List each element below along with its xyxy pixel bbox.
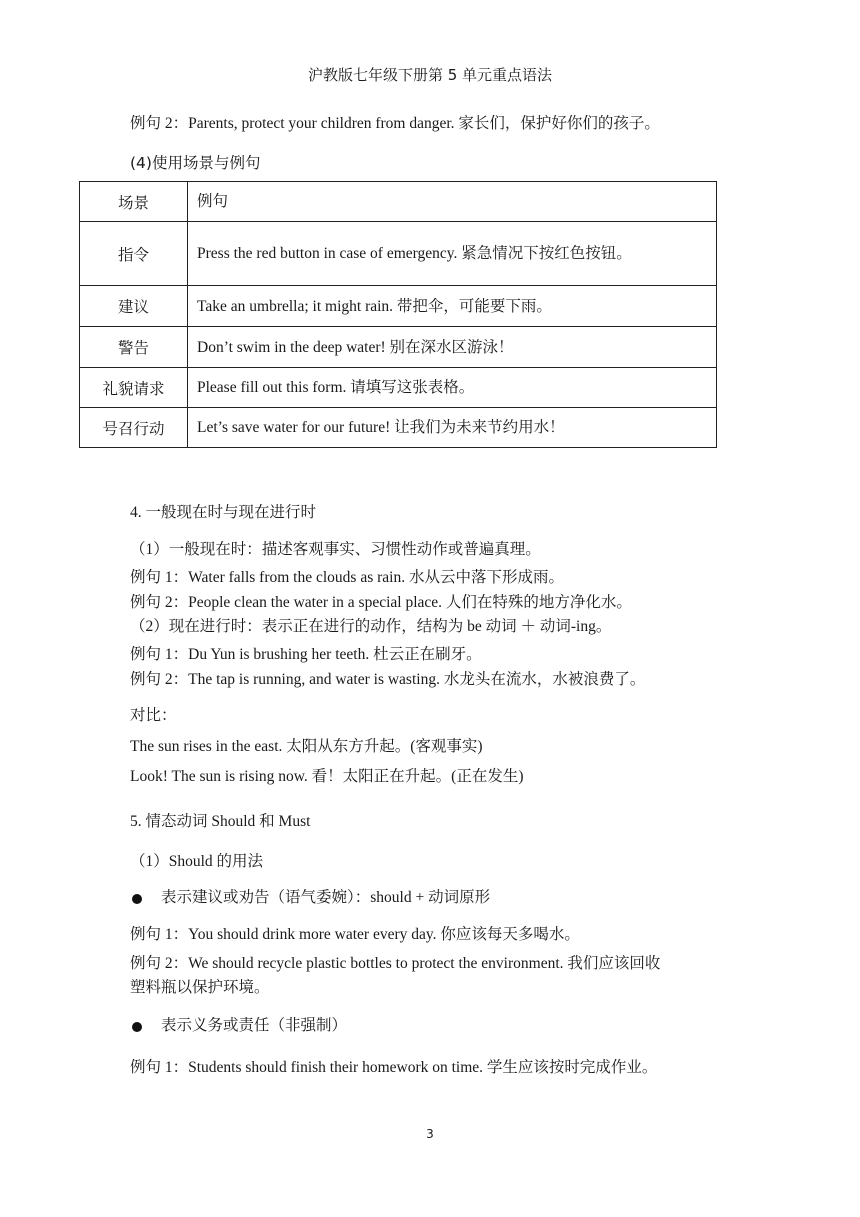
- scene-cell: 礼貌请求: [80, 368, 188, 408]
- table-row: [80, 368, 717, 408]
- advice-example-1: 例句 1：You should drink more water every day. 你应该每天多喝水。: [130, 926, 580, 943]
- bullet-obligation: 表示义务或责任（非强制）: [161, 1017, 348, 1034]
- compare-line-1: The sun rises in the east. 太阳从东方升起。(客观事实): [130, 738, 483, 755]
- bullet-advice: 表示建议或劝告（语气委婉）：should + 动词原形: [161, 889, 491, 906]
- header-example: 例句: [188, 182, 717, 222]
- compare-label: 对比：: [130, 707, 177, 724]
- table-row: [80, 286, 717, 327]
- scene-cell: 号召行动: [80, 408, 188, 448]
- bullet-icon: [132, 1019, 142, 1037]
- usage-scenarios-table: [79, 181, 717, 448]
- table-row: [80, 408, 717, 448]
- present-continuous-definition: （2）现在进行时：表示正在进行的动作，结构为 be 动词 ＋ 动词-ing。: [130, 618, 612, 635]
- example-cell: Don’t swim in the deep water! 别在深水区游泳！: [188, 327, 717, 368]
- example-cell: Let’s save water for our future! 让我们为未来节约用水！: [188, 408, 717, 448]
- compare-line-2: Look! The sun is rising now. 看！太阳正在升起。(正在发生): [130, 768, 524, 785]
- usage-scenarios-heading: (4)使用场景与例句: [130, 154, 261, 172]
- section-5-title: 5. 情态动词 Should 和 Must: [130, 813, 311, 830]
- scene-cell: 指令: [80, 222, 188, 286]
- page-number: 3: [426, 1127, 434, 1141]
- present-continuous-example-2: 例句 2：The tap is running, and water is wasting. 水龙头在流水，水被浪费了。: [130, 671, 646, 688]
- scene-cell: 警告: [80, 327, 188, 368]
- example-cell: Please fill out this form. 请填写这张表格。: [188, 368, 717, 408]
- section-4-title: 4. 一般现在时与现在进行时: [130, 504, 317, 521]
- imperative-example-2: 例句 2：Parents, protect your children from danger. 家长们，保护好你们的孩子。: [130, 115, 660, 132]
- present-continuous-example-1: 例句 1：Du Yun is brushing her teeth. 杜云正在刷牙。: [130, 646, 482, 663]
- table-row: [80, 327, 717, 368]
- obligation-example-1: 例句 1：Students should finish their homework on time. 学生应该按时完成作业。: [130, 1059, 658, 1076]
- table-header-row: [80, 182, 717, 222]
- advice-example-2-cont: 塑料瓶以保护环境。: [130, 979, 270, 996]
- page-header: 沪教版七年级下册第 5 单元重点语法: [307, 66, 553, 84]
- header-scene: 场景: [80, 182, 188, 222]
- simple-present-example-1: 例句 1：Water falls from the clouds as rain. 水从云中落下形成雨。: [130, 569, 564, 586]
- simple-present-example-2: 例句 2：People clean the water in a special place. 人们在特殊的地方净化水。: [130, 594, 632, 611]
- example-cell: Take an umbrella; it might rain. 带把伞，可能要下雨。: [188, 286, 717, 327]
- scene-cell: 建议: [80, 286, 188, 327]
- simple-present-definition: （1）一般现在时：描述客观事实、习惯性动作或普遍真理。: [130, 541, 541, 558]
- should-usage-heading: （1）Should 的用法: [130, 853, 264, 870]
- advice-example-2: 例句 2：We should recycle plastic bottles to protect the environment. 我们应该回收: [130, 955, 661, 972]
- table-row: [80, 222, 717, 286]
- bullet-icon: [132, 891, 142, 909]
- example-cell: Press the red button in case of emergency. 紧急情况下按红色按钮。: [188, 222, 717, 286]
